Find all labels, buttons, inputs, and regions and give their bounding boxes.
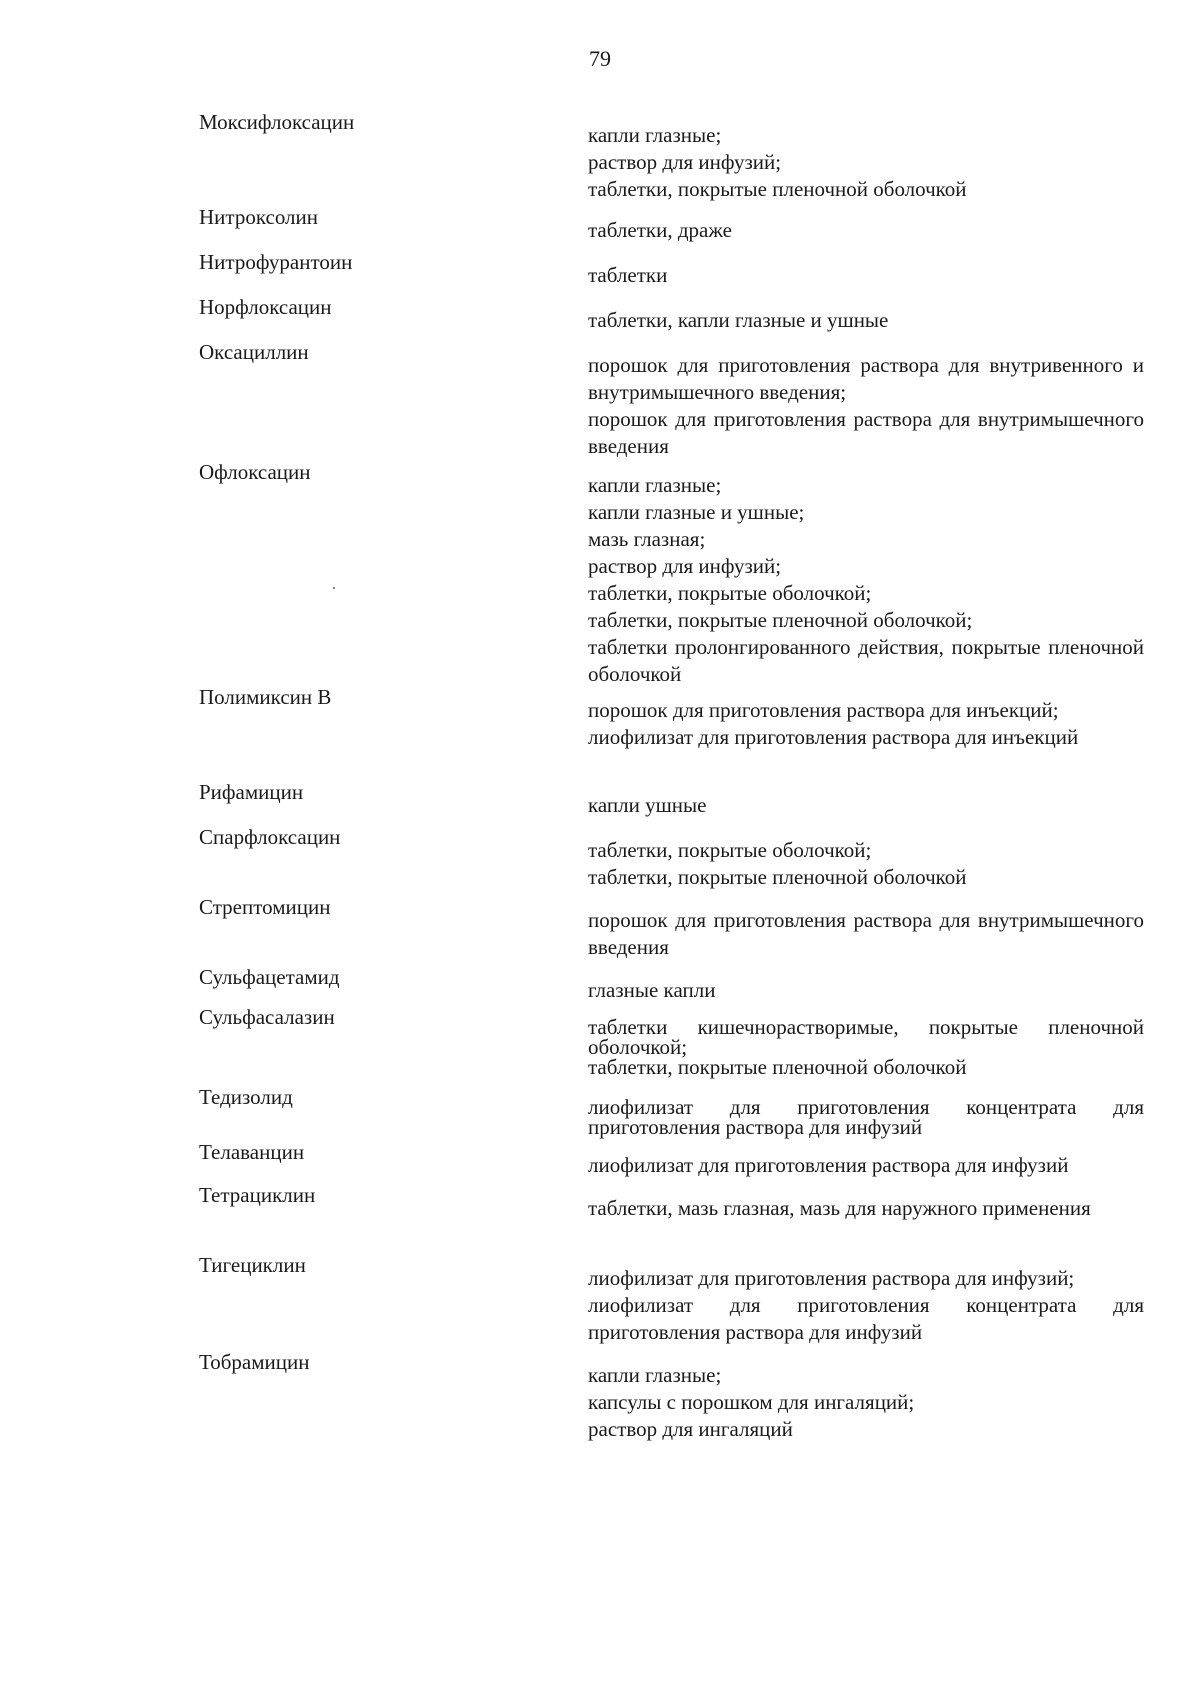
dosage-form: порошок для приготовления раствора для инъекций; <box>588 698 1059 722</box>
page-number: 79 <box>589 46 611 71</box>
dosage-form: лиофилизат для приготовления концентрата для приготовления раствора для инфузий <box>588 1095 1144 1139</box>
dosage-form: капли ушные <box>588 793 707 817</box>
dosage-form: таблетки, покрытые пленочной оболочкой <box>588 177 967 201</box>
dosage-forms <box>588 122 1144 203</box>
dosage-form: лиофилизат для приготовления раствора для инфузий; <box>588 1266 1075 1290</box>
drug-name: Сульфацетамид <box>199 965 340 989</box>
dosage-forms <box>588 307 1144 334</box>
dosage-form: таблетки, покрытые пленочной оболочкой <box>588 1055 967 1079</box>
dosage-form: порошок для приготовления раствора для внутривенного и внутримышечного введения; <box>588 353 1144 404</box>
dosage-form: мазь глазная; <box>588 527 706 551</box>
dosage-form: таблетки, покрытые пленочной оболочкой <box>588 865 967 889</box>
dosage-forms <box>588 217 1144 244</box>
dosage-form: лиофилизат для приготовления раствора для инфузий <box>588 1153 1069 1177</box>
dosage-forms <box>588 837 1144 891</box>
drug-name: Норфлоксацин <box>199 295 332 319</box>
dosage-form: таблетки, капли глазные и ушные <box>588 308 889 332</box>
drug-name: Тигециклин <box>199 1253 306 1277</box>
dosage-form: порошок для приготовления раствора для внутримышечного введения <box>588 908 1144 959</box>
drug-name: Полимиксин В <box>199 685 332 709</box>
dosage-form: капли глазные и ушные; <box>588 500 805 524</box>
drug-name: Тетрациклин <box>199 1183 316 1207</box>
drug-name: Моксифлоксацин <box>199 110 355 134</box>
dosage-form: капли глазные; <box>588 123 722 147</box>
drug-name: Стрептомицин <box>199 895 331 919</box>
dosage-form: лиофилизат для приготовления раствора для инъекций <box>588 725 1079 749</box>
drug-name: Нитроксолин <box>199 205 319 229</box>
dosage-forms <box>588 907 1144 961</box>
dosage-forms <box>588 1195 1144 1222</box>
dosage-form: глазные капли <box>588 978 716 1002</box>
dosage-form: раствор для инфузий; <box>588 554 782 578</box>
dosage-forms <box>588 977 1144 1004</box>
dosage-form: таблетки, покрытые пленочной оболочкой; <box>588 608 973 632</box>
drug-name: Оксациллин <box>199 340 309 364</box>
dosage-form: лиофилизат для приготовления концентрата для приготовления раствора для инфузий <box>588 1293 1144 1344</box>
drug-name: Рифамицин <box>199 780 304 804</box>
dosage-form: раствор для ингаляций <box>588 1417 793 1441</box>
dosage-forms <box>588 1017 1144 1077</box>
dosage-forms <box>588 697 1144 751</box>
dosage-forms <box>588 262 1144 289</box>
dosage-form: раствор для инфузий; <box>588 150 782 174</box>
dosage-forms <box>588 352 1144 460</box>
dosage-form: таблетки пролонгированного действия, покрытые пленочной оболочкой <box>588 635 1144 686</box>
drug-name: Тобрамицин <box>199 1350 310 1374</box>
drug-name: Спарфлоксацин <box>199 825 341 849</box>
drug-name: Телаванцин <box>199 1140 305 1164</box>
dosage-form: таблетки, драже <box>588 218 732 242</box>
dosage-form: порошок для приготовления раствора для внутримышечного введения <box>588 407 1144 458</box>
dosage-forms <box>588 1097 1144 1137</box>
dosage-forms <box>588 792 1144 819</box>
drug-name: Нитрофурантоин <box>199 250 353 274</box>
dosage-form: таблетки, мазь глазная, мазь для наружного применения <box>588 1196 1091 1220</box>
dosage-form: капсулы с порошком для ингаляций; <box>588 1390 915 1414</box>
dosage-form: таблетки, покрытые оболочкой; <box>588 581 872 605</box>
dosage-form: капли глазные; <box>588 473 722 497</box>
dosage-forms <box>588 1265 1144 1346</box>
dosage-form: таблетки кишечнорастворимые, покрытые пленочной оболочкой; <box>588 1015 1144 1059</box>
stray-mark <box>333 587 335 589</box>
drug-name: Сульфасалазин <box>199 1005 335 1029</box>
dosage-form: таблетки, покрытые оболочкой; <box>588 838 872 862</box>
drug-name: Офлоксацин <box>199 460 311 484</box>
dosage-forms <box>588 472 1144 688</box>
dosage-forms <box>588 1152 1144 1179</box>
dosage-form: таблетки <box>588 263 668 287</box>
dosage-forms <box>588 1362 1144 1443</box>
drug-name: Тедизолид <box>199 1085 293 1109</box>
dosage-form: капли глазные; <box>588 1363 722 1387</box>
